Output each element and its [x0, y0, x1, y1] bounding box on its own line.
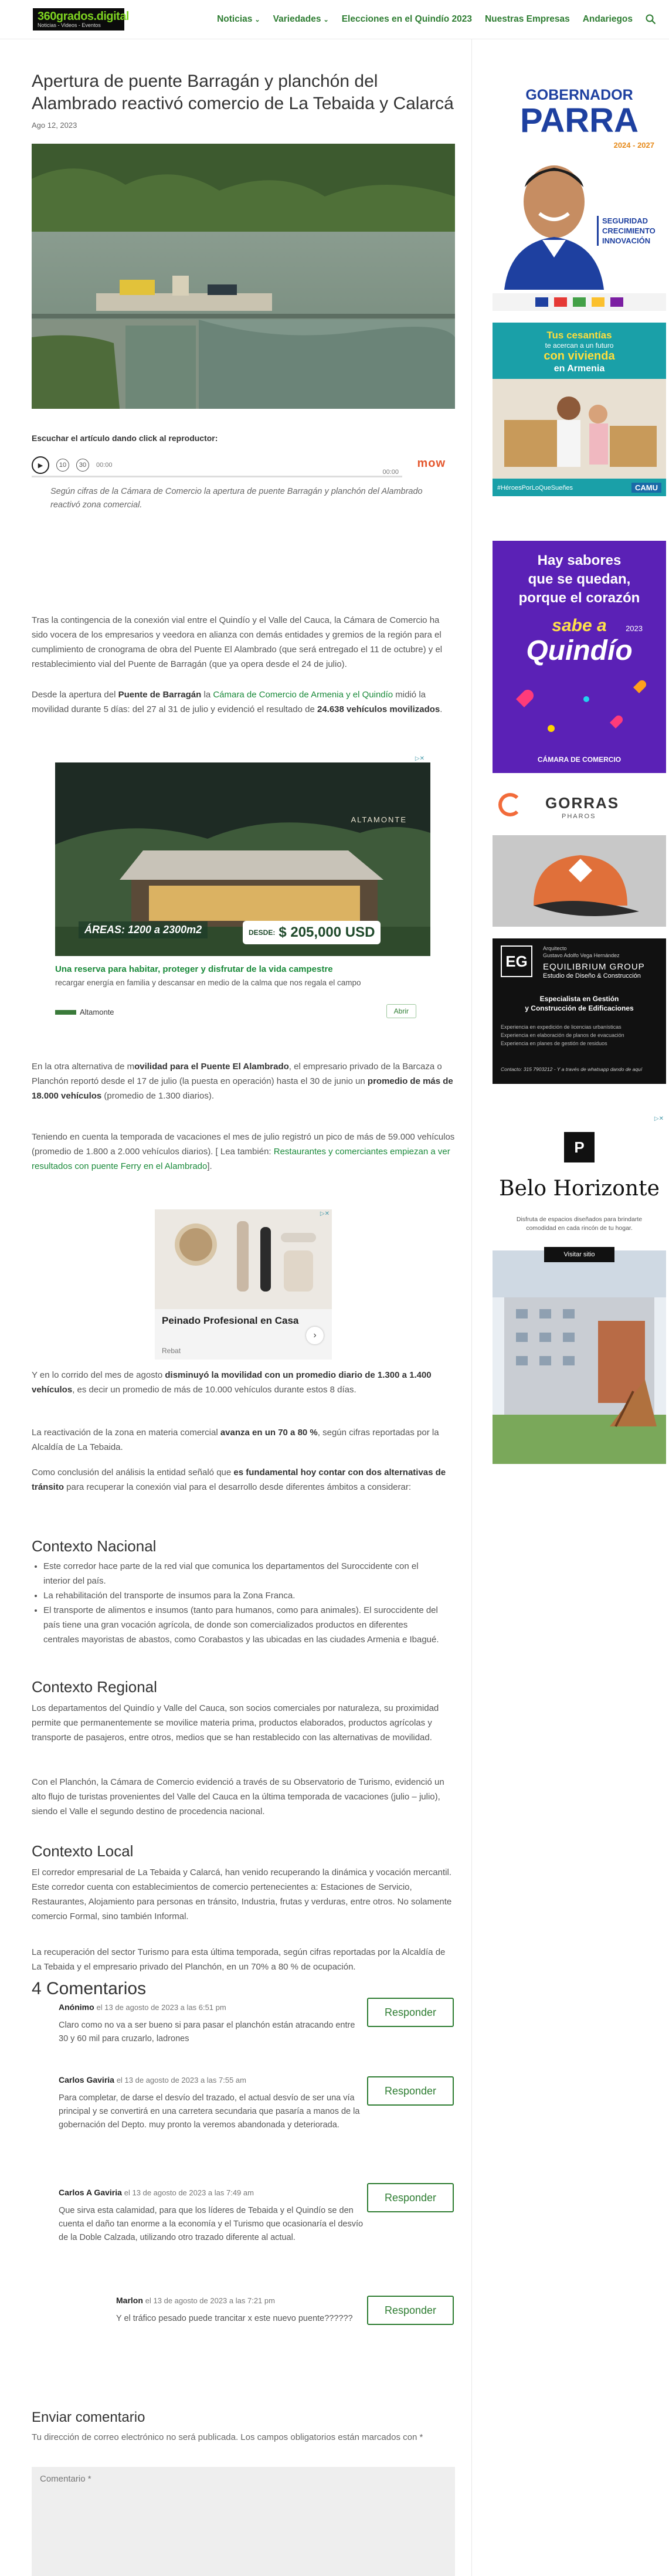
comment: [59, 2075, 364, 2132]
audio-progress-bar[interactable]: [32, 476, 402, 477]
paragraph: El corredor empresarial de La Tebaida y Calarcá, han venido recuperando la dinámica y vocación mercantil. Este corredor cuenta con establecimientos de comercio pertenecientes a: Estaciones de Servicio, Restaurantes, Alojamiento para personas en tránsito, Industria, frutas y verduras, entre otros. No solamente comercio Formal, sino también Informal.: [32, 1867, 452, 1921]
ad-headline[interactable]: Una reserva para habitar, proteger y disfrutar de la vida campestre: [55, 964, 333, 974]
text: , es decir un promedio de más de 10.000 vehículos durante estos 8 días.: [72, 1385, 356, 1395]
ad-line: porque el corazón: [518, 590, 640, 606]
text: (promedio de 1.300 diarios).: [101, 1091, 215, 1101]
ad-title: Peinado Profesional en Casa: [162, 1315, 299, 1326]
comment-date[interactable]: el 13 de agosto de 2023 a las 7:21 pm: [145, 2296, 275, 2305]
ad-line: Especialista en Gestión: [539, 995, 619, 1003]
site-header: [0, 0, 669, 39]
text: midió la movilidad durante 5 días: del 27 al 31 de julio y evidenció el resultado de: [32, 690, 426, 714]
ad-heading: GOBERNADOR: [525, 87, 633, 103]
nav-label: Andariegos: [582, 14, 633, 24]
audio-player: [32, 452, 455, 478]
sidebar-ad-cesantias[interactable]: [493, 323, 666, 496]
ad-image: [493, 1250, 666, 1464]
ad-line: Tus cesantías: [546, 330, 612, 341]
comment-author: Carlos A Gaviria: [59, 2188, 122, 2197]
text: la: [201, 690, 213, 700]
text-bold: es fundamental hoy contar con dos alternativas de tránsito: [32, 1467, 446, 1492]
party-logo-icon: [610, 297, 623, 307]
article-title: Apertura de puente Barragán y planchón del Alambrado reactivó comercio de La Tebaida y Calarcá: [32, 72, 454, 113]
audio-time-current: 00:00: [96, 462, 113, 469]
ad-contact: Contacto: 315 7903212 - Y a través de whatsapp dando de aquí: [501, 1066, 643, 1072]
comment-author: Marlon: [116, 2296, 143, 2305]
comment-meta: [59, 2075, 364, 2084]
sidebar-ad-gorras-banner[interactable]: [493, 785, 666, 832]
comment-meta: [59, 2002, 364, 2012]
comment-text: Y el tráfico pesado puede trancitar x este nuevo puente??????: [116, 2314, 353, 2323]
ad-slogan: [597, 216, 661, 246]
section-heading: Contexto Regional: [32, 1678, 157, 1696]
article: [32, 70, 455, 1972]
play-icon: ▶: [38, 462, 43, 469]
paragraph: Con el Planchón, la Cámara de Comercio evidenció a través de su Observatorio de Turismo, evidenció un alto flujo de turistas provenientes del Valle del Cauca en la última temporada de vacaciones (julio – julio), siendo el Valle el segundo destino de procedencia nacional.: [32, 1777, 444, 1816]
section-heading: Contexto Local: [32, 1842, 134, 1860]
paragraph: [32, 1130, 455, 1174]
comment-date[interactable]: el 13 de agosto de 2023 a las 7:49 am: [124, 2188, 254, 2197]
candidate-photo: [498, 155, 610, 290]
ad-line: con vivienda: [544, 350, 615, 362]
audio-time-total: 00:00: [382, 469, 399, 476]
text: Teniendo en cuenta la temporada de vacaciones el mes de julio registró un pico de más de 59.000 vehículos (promedio de 1.800 a 2.000 vehículos diarios). [ Lea también:: [32, 1132, 455, 1157]
ad-party-logos: [493, 293, 666, 311]
text-bold: avanza en un 70 a 80 %: [220, 1428, 318, 1438]
ad-line: te acercan a un futuro: [545, 341, 614, 350]
text-bold: 24.638 vehículos movilizados: [317, 704, 440, 714]
ad-line: Hay sabores: [537, 553, 622, 568]
comment: [59, 2188, 364, 2245]
chevron-down-icon: ⌄: [323, 16, 329, 23]
text: para recuperar la conexión vial para el desarrollo desde diferentes ámbitos a considerar:: [64, 1482, 412, 1492]
text-bold: ovilidad para el Puente El Alambrado: [134, 1062, 289, 1072]
audio-brand-logo[interactable]: mow: [417, 457, 446, 470]
paragraph: Tras la contingencia de la conexión vial entre el Quindío y el Valle del Cauca, la Cámara de Comercio ha sido vocera de los empresarios y veedora en alianza con demás entidades y gremios de la región para el cumplimiento de cronograma de obra del Puente El Alambrado (que será entregado el 11 de octubre) y el restablecimiento vial del Puente de Barragán (que ya opera desde el 24 de julio).: [32, 615, 443, 669]
text: En la otra alternativa de m: [32, 1062, 135, 1072]
hero-image: [32, 144, 455, 409]
comment-textarea[interactable]: [32, 2467, 455, 2576]
comment: [59, 2002, 364, 2046]
audio-label: Escuchar el artículo dando click al reproductor:: [32, 433, 218, 443]
ad-advertiser: [55, 1008, 114, 1016]
main-nav: [217, 14, 656, 25]
forward-30-icon[interactable]: 30: [76, 459, 89, 472]
paragraph: [32, 687, 455, 717]
comment-text: Que sirva esta calamidad, para que los líderes de Tebaida y el Quindío se den cuenta el daño tan enorme a la economía y el Turismo que ocasionaría el desvío de la Doble Calzada, utilizando otro trazado diferente al actual.: [59, 2206, 364, 2242]
text: ].: [207, 1161, 212, 1171]
nav-label: Noticias: [217, 14, 253, 24]
nav-label: Elecciones en el Quindío 2023: [341, 14, 472, 24]
ad-title: Belo Horizonte: [499, 1177, 660, 1201]
ad-name: PARRA: [520, 101, 639, 140]
ad-line: Experiencia en planes de gestión de residuos: [501, 1040, 607, 1046]
search-icon[interactable]: [646, 14, 656, 25]
nav-label: Variedades: [273, 14, 321, 24]
slogan-line: SEGURIDAD: [602, 216, 648, 225]
column-divider: [471, 39, 472, 2576]
slogan-line: CRECIMIENTO: [602, 226, 656, 235]
comment-text: Claro como no va a ser bueno si para pasar el planchón están atracando entre 30 y 60 mil para cruzarlo, ladrones: [59, 2021, 355, 2043]
sidebar-ad-sabe-a-quindio[interactable]: [493, 541, 666, 773]
comment-meta: [116, 2296, 374, 2305]
reply-button[interactable]: Responder: [367, 2183, 454, 2212]
play-button[interactable]: [32, 456, 49, 474]
nav-item-elecciones[interactable]: [342, 14, 472, 25]
ad-image: [55, 762, 430, 956]
chevron-right-icon[interactable]: ›: [306, 1327, 324, 1344]
ad-description: Disfruta de espacios diseñados para brindarte comodidad en cada rincón de tu hogar.: [516, 1216, 643, 1232]
nav-item-variedades[interactable]: [273, 14, 329, 25]
ad-description: recargar energía en familia y descansar en medio de la calma que nos regala el campo: [55, 978, 361, 987]
ad-line: Arquitecto: [543, 945, 567, 951]
text: Desde la apertura del: [32, 690, 118, 700]
sidebar-ad-gorras-image[interactable]: [493, 835, 666, 927]
logo-tagline: Noticias - Videos - Eventos: [38, 22, 101, 28]
nav-item-andariegos[interactable]: [583, 14, 633, 25]
ad-logo: P: [564, 1132, 595, 1162]
ad-hashtag: #HéroesPorLoQueSueñes: [497, 484, 573, 492]
comment: [116, 2296, 374, 2326]
list-item: • La rehabilitación del transporte de insumos para la Zona Franca.: [43, 1588, 442, 1603]
inline-ad-altamonte[interactable]: [55, 755, 430, 1043]
ad-price: $ 205,000 USD: [279, 924, 375, 940]
ad-line: en Armenia: [553, 364, 605, 374]
rewind-10-icon[interactable]: 10: [56, 459, 69, 472]
reply-button[interactable]: Responder: [367, 2076, 454, 2106]
comment-meta: [59, 2188, 364, 2197]
ad-logo: EG: [501, 945, 532, 977]
ad-area: ÁREAS: 1200 a 2300m2: [79, 921, 208, 938]
list-item: • El transporte de alimentos e insumos (tanto para humanos, como para animales). El suroccidente del país tiene una gran vocación agrícola, de donde son comercializados productos en diferentes centrales mayoristas de abastos, como Corabastos y las ubicadas en las ciudades Armenia e Ibagué.: [43, 1603, 442, 1647]
ad-sub: PHAROS: [562, 813, 596, 820]
ad-brand: Quindío: [526, 635, 633, 666]
link-camara-comercio[interactable]: Cámara de Comercio de Armenia y el Quindío: [213, 690, 393, 700]
ad-line: Estudio de Diseño & Construcción: [543, 972, 641, 979]
ad-brand-logo: CAMU: [631, 483, 661, 493]
text-bold: promedio de más de 18.000 vehículos: [32, 1076, 453, 1101]
paragraph: [32, 1368, 455, 1397]
paragraph: La recuperación del sector Turismo para esta última temporada, según cifras reportadas por la Alcaldía de La Tebaida y el empresario privado del Planchón, en un 70% a 80 % de ocupación.: [32, 1947, 446, 1972]
text: La reactivación de la zona en materia comercial: [32, 1428, 220, 1438]
comment-date[interactable]: el 13 de agosto de 2023 a las 7:55 am: [116, 2076, 246, 2084]
inline-ad-peinado[interactable]: [155, 1209, 332, 1360]
comment-form-heading: Enviar comentario: [32, 2409, 145, 2425]
text: , el empresario privado de la Barcaza o Planchón reportó desde el 17 de julio (la puesta en operación) hasta el 30 de junio un: [32, 1062, 442, 1086]
ad-brand: sabe a: [552, 616, 607, 635]
party-logo-icon: [592, 297, 605, 307]
text: Y en lo corrido del mes de agosto: [32, 1370, 165, 1380]
ad-price-prefix: DESDE:: [249, 928, 276, 937]
party-logo-icon: [554, 297, 567, 307]
ad-decoration: [493, 676, 666, 740]
ad-brand-watermark: ALTAMONTE: [351, 815, 407, 824]
ad-year: 2023: [626, 624, 643, 633]
list-item: • Este corredor hace parte de la red vial que comunica los departamentos del Suroccidente con el interior del país.: [43, 1559, 442, 1588]
text: .: [440, 704, 443, 714]
image-caption: Según cifras de la Cámara de Comercio la apertura de puente Barragán y planchón del Alambrado reactivó zona comercial.: [50, 487, 423, 510]
article-date: Ago 12, 2023: [32, 121, 77, 130]
comment-text: Para completar, de darse el desvío del trazado, el actual desvío de ser una vía principal y se convertirá en una carretera secundaria que pasaría a manos de la gobernación del Depto. muy pronto la veremos abandonada y deteriorada.: [59, 2093, 360, 2130]
ad-line: Gustavo Adolfo Vega Hernández: [543, 953, 620, 958]
comment-author: Anónimo: [59, 2002, 94, 2012]
ad-footer: CÁMARA DE COMERCIO: [537, 755, 622, 764]
site-logo[interactable]: [33, 8, 129, 30]
reply-button[interactable]: Responder: [367, 1998, 454, 2027]
comment-date[interactable]: el 13 de agosto de 2023 a las 6:51 pm: [96, 2003, 226, 2012]
nav-item-nuestras-empresas[interactable]: [485, 14, 570, 25]
advertiser-logo-icon: [55, 1010, 76, 1015]
link-restaurantes-ferry[interactable]: Restaurantes y comerciantes empiezan a ver resultados con puente Ferry en el Alambrado: [32, 1147, 450, 1171]
paragraph: Los departamentos del Quindío y Valle del Cauca, son socios comerciales por naturaleza, su proximidad permite que permanentemente se movilice materia prima, productos elaborados, productos agrícolas y transporte de pasajeros, entre otros, medios que se han restablecido con las alternativas de movilidad.: [32, 1703, 439, 1743]
paragraph: [32, 1425, 455, 1455]
logo-text: 360grados.digital: [38, 9, 129, 23]
ad-line: Experiencia en expedición de licencias urbanísticas: [501, 1024, 622, 1030]
sidebar-ad-equilibrium[interactable]: [493, 938, 666, 1084]
ad-open-button[interactable]: Abrir: [386, 1004, 416, 1018]
ad-price-box: [243, 921, 381, 944]
bullet-list: [32, 1559, 442, 1647]
chevron-down-icon: ⌄: [254, 16, 260, 23]
section-heading: Contexto Nacional: [32, 1537, 157, 1555]
ad-image: [493, 379, 666, 479]
sidebar-ad-gobernador[interactable]: [493, 79, 666, 311]
visit-site-button[interactable]: Visitar sitio: [544, 1247, 614, 1262]
ad-choices-icon[interactable]: ▷✕: [654, 1116, 664, 1122]
ad-line: Experiencia en elaboración de planos de evacuación: [501, 1032, 624, 1038]
text: Como conclusión del análisis la entidad señaló que: [32, 1467, 234, 1477]
paragraph: [32, 1059, 455, 1103]
ad-image: [155, 1209, 332, 1309]
ad-brand: GORRAS: [545, 794, 620, 812]
ad-line: y Construcción de Edificaciones: [525, 1004, 634, 1012]
party-logo-icon: [535, 297, 548, 307]
nav-item-noticias[interactable]: [217, 14, 260, 25]
ad-years: 2024 - 2027: [613, 141, 654, 150]
reply-button[interactable]: Responder: [367, 2296, 454, 2325]
ad-company: EQUILIBRIUM GROUP: [543, 962, 645, 972]
ad-choices-icon[interactable]: ▷✕: [320, 1211, 330, 1217]
paragraph: [32, 1465, 455, 1494]
ad-advertiser: Rebat: [162, 1347, 181, 1355]
text-bold: Puente de Barragán: [118, 690, 202, 700]
party-logo-icon: [573, 297, 586, 307]
comments-heading: 4 Comentarios: [32, 1979, 147, 1998]
advertiser-name: Altamonte: [80, 1008, 114, 1016]
gorras-logo-icon: [498, 793, 522, 816]
comment-author: Carlos Gaviria: [59, 2075, 114, 2084]
nav-label: Nuestras Empresas: [484, 14, 570, 24]
sidebar-ad-belo-horizonte[interactable]: [493, 1114, 666, 1464]
comment-form-note: Tu dirección de correo electrónico no será publicada. Los campos obligatorios están marcados con *: [32, 2432, 423, 2442]
text-bold: disminuyó la movilidad con un promedio diario de 1.300 a 1.400 vehículos: [32, 1370, 432, 1395]
ad-choices-icon[interactable]: ▷✕: [415, 755, 425, 762]
ad-heading: [493, 551, 666, 608]
text: , según cifras reportadas por la Alcaldía de La Tebaida.: [32, 1428, 439, 1452]
slogan-line: INNOVACIÓN: [602, 236, 651, 245]
ad-line: que se quedan,: [528, 571, 631, 587]
